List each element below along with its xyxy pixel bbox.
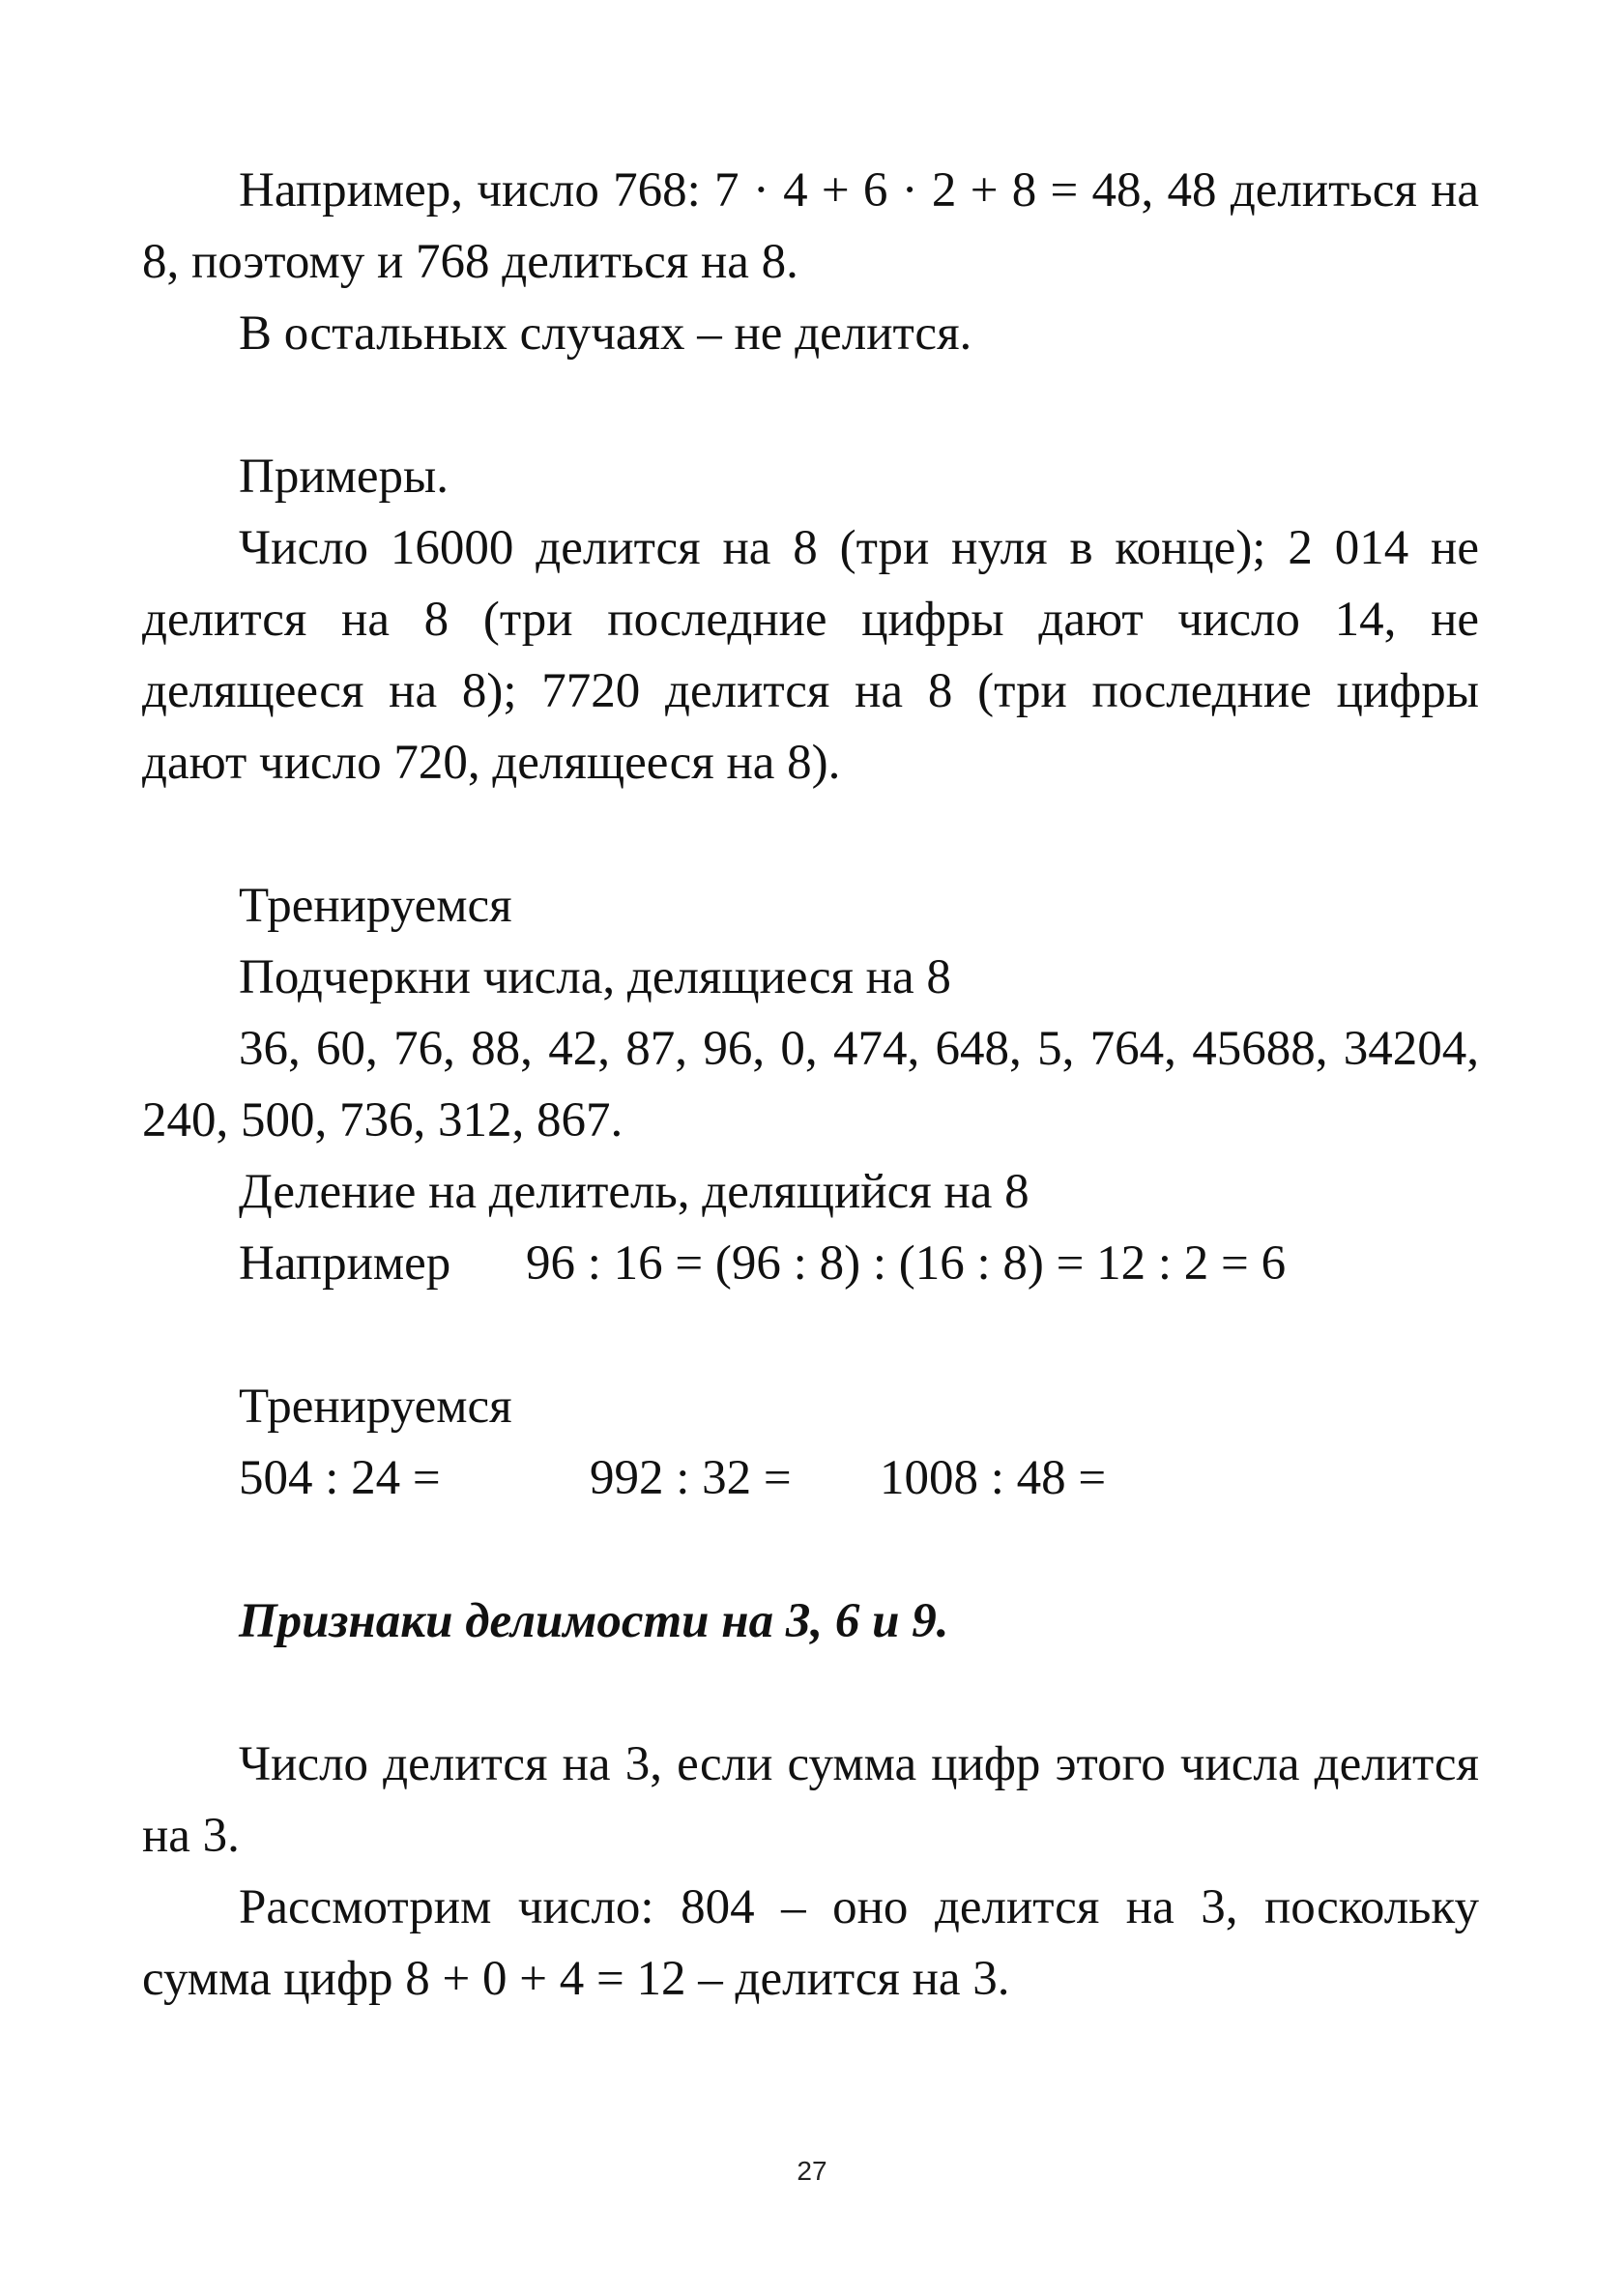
section-heading: Признаки делимости на 3, 6 и 9. [239,1594,949,1648]
numbers-list: 36, 60, 76, 88, 42, 87, 96, 0, 474, 648, 5, 764, 45688, 34204, 240, 500, 736, 312, 867. [142,1022,1479,1148]
paragraph-examples: Число 16000 делится на 8 (три нуля в конце); 2 014 не делится на 8 (три последние цифры дают число 14, не делящееся на 8); 7720 делится на 8 (три последние цифры дают число 720, делящееся на 8). [142,521,1479,790]
example-label: Например [239,1236,451,1291]
exercise-row [142,1442,1479,1514]
exercise-1: 504 : 24 = [239,1451,441,1505]
division-example [142,1228,1479,1299]
spacer [142,799,1479,870]
task-underline: Подчеркни числа, делящиеся на 8 [239,950,951,1004]
exercise-3: 1008 : 48 = [880,1451,1107,1505]
example-expression: 96 : 16 = (96 : 8) : (16 : 8) = 12 : 2 = 6 [526,1236,1287,1291]
spacer [142,1299,1479,1371]
page-number: 27 [797,2156,827,2186]
exercise-2: 992 : 32 = [590,1451,792,1505]
spacer [142,1657,1479,1729]
spacer [142,369,1479,441]
examples-label: Примеры. [239,450,450,504]
paragraph-other-cases: В остальных случаях – не делится. [239,306,972,361]
paragraph-example-804: Рассмотрим число: 804 – оно делится на 3, поскольку сумма цифр 8 + 0 + 4 = 12 – делится на 3. [142,1880,1479,2006]
spacer [142,1514,1479,1585]
paragraph-rule-3: Число делится на 3, если сумма цифр этого числа делится на 3. [142,1737,1479,1863]
paragraph-example-768: Например, число 768: 7 · 4 + 6 · 2 + 8 = 48, 48 делиться на 8, поэтому и 768 делиться на 8. [142,163,1479,289]
practice-label: Тренируемся [239,879,512,933]
document-page [142,155,1479,2015]
division-rule-label: Деление на делитель, делящийся на 8 [239,1165,1030,1219]
practice-label-2: Тренируемся [239,1380,512,1434]
